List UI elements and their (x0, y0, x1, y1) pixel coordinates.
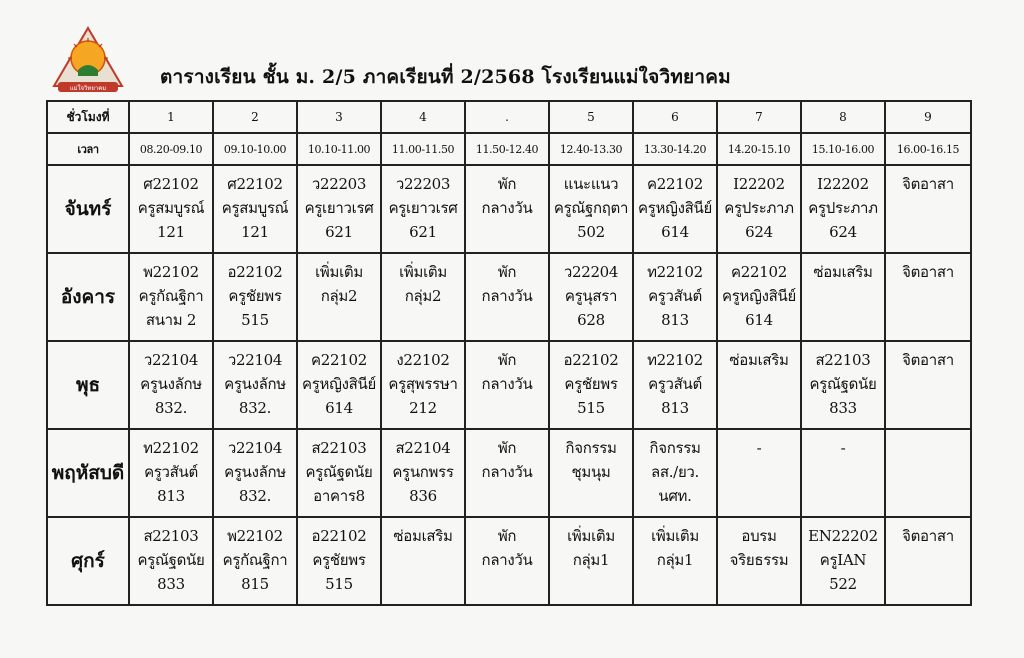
period-number: 1 (129, 101, 213, 133)
cell-line: ชุมนุม (571, 463, 611, 481)
cell-line: แนะแนว (563, 175, 619, 193)
cell-line: ครูนกพรร (392, 463, 454, 481)
schedule-cell (297, 429, 381, 517)
cell-line: อาคาร8 (313, 487, 365, 505)
cell-line: ลส./ยว. (650, 463, 700, 481)
cell-line: I22202 (733, 175, 785, 193)
cell-line: 515 (241, 311, 269, 329)
cell-line: ซ่อมเสริม (813, 263, 873, 281)
cell-line: ครูนงลักษ (224, 375, 286, 393)
cell-line: 832. (238, 487, 272, 505)
cell-line: ครูหญิงสินีย์ (302, 375, 376, 393)
schedule-cell (717, 165, 801, 253)
cell-line: กลางวัน (481, 199, 533, 217)
schedule-cell (801, 429, 885, 517)
cell-line: ครูหญิงสินีย์ (722, 287, 796, 305)
schedule-cell (129, 165, 213, 253)
time-slot: 08.20-09.10 (129, 133, 213, 165)
cell-line: 502 (577, 223, 605, 241)
schedule-cell (213, 165, 297, 253)
cell-line: ว22104 (143, 351, 199, 369)
table-row (47, 253, 971, 341)
cell-line: จิตอาสา (902, 527, 954, 545)
time-slot: 15.10-16.00 (801, 133, 885, 165)
cell-line: ท22102 (647, 351, 703, 369)
cell-line: กลุ่ม2 (320, 287, 358, 305)
schedule-cell (213, 341, 297, 429)
cell-line: 833 (157, 575, 185, 593)
cell-line: จิตอาสา (902, 351, 954, 369)
cell-line: ศ22102 (143, 175, 199, 193)
cell-line: กลางวัน (481, 287, 533, 305)
cell-line: 832. (238, 399, 272, 417)
cell-line: เพิ่มเติม (567, 527, 615, 545)
cell-line: ส22104 (395, 439, 451, 457)
period-number: 2 (213, 101, 297, 133)
schedule-cell (129, 429, 213, 517)
period-number: . (465, 101, 549, 133)
schedule-cell (465, 429, 549, 517)
period-number: 3 (297, 101, 381, 133)
cell-line: นศท. (658, 487, 692, 505)
time-slot: 10.10-11.00 (297, 133, 381, 165)
cell-line: กลางวัน (481, 375, 533, 393)
cell-line: ว22203 (311, 175, 367, 193)
schedule-cell (801, 253, 885, 341)
schedule-cell (381, 165, 465, 253)
cell-line: สนาม 2 (145, 311, 197, 329)
schedule-cell (549, 253, 633, 341)
schedule-cell (633, 517, 717, 605)
schedule-cell (885, 165, 971, 253)
cell-line: อบรม (741, 527, 777, 545)
table-row (47, 429, 971, 517)
schedule-cell (213, 429, 297, 517)
cell-line: ครูวสันต์ (648, 375, 702, 393)
cell-line: ครูกัณฐิกา (138, 287, 204, 305)
schedule-cell (549, 517, 633, 605)
cell-line: ศ22102 (227, 175, 283, 193)
cell-line: ส22103 (815, 351, 871, 369)
cell-line: ครูนุสรา (564, 287, 618, 305)
schedule-cell (885, 341, 971, 429)
cell-line: - (756, 439, 762, 457)
schedule-cell (381, 429, 465, 517)
schedule-cell (633, 341, 717, 429)
schedule-cell (885, 517, 971, 605)
cell-line: ซ่อมเสริม (393, 527, 453, 545)
cell-line: ครูนงลักษ (140, 375, 202, 393)
cell-line: EN22202 (808, 527, 878, 545)
time-label: เวลา (47, 133, 129, 165)
cell-line: กลุ่ม1 (656, 551, 694, 569)
cell-line: พัก (497, 439, 517, 457)
time-slot: 16.00-16.15 (885, 133, 971, 165)
cell-line: พัก (497, 351, 517, 369)
day-name: พุธ (47, 341, 129, 429)
schedule-cell (633, 165, 717, 253)
schedule-cell (717, 517, 801, 605)
schedule-cell (381, 341, 465, 429)
period-number: 7 (717, 101, 801, 133)
cell-line: 813 (661, 311, 689, 329)
cell-line: 515 (577, 399, 605, 417)
cell-line: 614 (325, 399, 353, 417)
schedule-cell (297, 517, 381, 605)
cell-line: ครูประภาภ (808, 199, 878, 217)
cell-line: 121 (157, 223, 185, 241)
cell-line: พ22102 (143, 263, 199, 281)
cell-line: กิจกรรม (649, 439, 701, 457)
page-title: ตารางเรียน ชั้น ม. 2/5 ภาคเรียนที่ 2/2568 โรงเรียนแม่ใจวิทยาคม (160, 66, 731, 88)
period-number: 8 (801, 101, 885, 133)
cell-line: จิตอาสา (902, 263, 954, 281)
schedule-cell (885, 429, 971, 517)
schedule-cell (465, 165, 549, 253)
cell-line: ครูชัยพร (228, 287, 282, 305)
time-slot: 11.50-12.40 (465, 133, 549, 165)
period-number: 4 (381, 101, 465, 133)
schedule-cell (381, 517, 465, 605)
cell-line: ท22102 (647, 263, 703, 281)
cell-line: - (840, 439, 846, 457)
cell-line: 833 (829, 399, 857, 417)
cell-line: ง22102 (396, 351, 450, 369)
cell-line: พัก (497, 527, 517, 545)
period-label: ชั่วโมงที่ (47, 101, 129, 133)
cell-line: ครูณัฐกฤตา (553, 199, 629, 217)
cell-line: อ22102 (311, 527, 367, 545)
table-row (47, 165, 971, 253)
schedule-cell (297, 253, 381, 341)
cell-line: จริยธรรม (729, 551, 789, 569)
cell-line: 621 (409, 223, 437, 241)
cell-line: 624 (829, 223, 857, 241)
cell-line: กลุ่ม1 (572, 551, 610, 569)
day-name: พฤหัสบดี (47, 429, 129, 517)
cell-line: 832. (154, 399, 188, 417)
cell-line: 815 (241, 575, 269, 593)
schedule-cell (549, 341, 633, 429)
cell-line: กลางวัน (481, 463, 533, 481)
cell-line: ครูIAN (819, 551, 867, 569)
logo-text: แม่ใจวิทยาคม (69, 85, 107, 92)
cell-line: ครูณัฐดนัย (809, 375, 877, 393)
time-slot: 12.40-13.30 (549, 133, 633, 165)
schedule-cell (885, 253, 971, 341)
cell-line: 121 (241, 223, 269, 241)
cell-line: กลางวัน (481, 551, 533, 569)
cell-line: ว22104 (227, 439, 283, 457)
cell-line: ค22102 (647, 175, 703, 193)
table-row (47, 517, 971, 605)
cell-line: 624 (745, 223, 773, 241)
cell-line: ครูสมบูรณ์ (137, 199, 205, 217)
cell-line: จิตอาสา (902, 175, 954, 193)
cell-line: ค22102 (731, 263, 787, 281)
cell-line: ครูเยาวเรศ (304, 199, 374, 217)
cell-line: 813 (157, 487, 185, 505)
cell-line: ครูสมบูรณ์ (221, 199, 289, 217)
schedule-cell (213, 253, 297, 341)
time-slot: 09.10-10.00 (213, 133, 297, 165)
cell-line: ครูชัยพร (564, 375, 618, 393)
schedule-cell (549, 429, 633, 517)
day-name: อังคาร (47, 253, 129, 341)
cell-line: ครูกัณฐิกา (222, 551, 288, 569)
schedule-cell (381, 253, 465, 341)
cell-line: 628 (577, 311, 605, 329)
schedule-cell (549, 165, 633, 253)
schedule-cell (465, 341, 549, 429)
cell-line: กลุ่ม2 (404, 287, 442, 305)
cell-line: 813 (661, 399, 689, 417)
cell-line: 621 (325, 223, 353, 241)
schedule-cell (465, 253, 549, 341)
period-number: 5 (549, 101, 633, 133)
cell-line: 614 (745, 311, 773, 329)
cell-line: ว22203 (395, 175, 451, 193)
schedule-cell (801, 165, 885, 253)
cell-line: 614 (661, 223, 689, 241)
cell-line: ว22204 (563, 263, 619, 281)
cell-line: อ22102 (563, 351, 619, 369)
cell-line: ครูชัยพร (312, 551, 366, 569)
time-slot: 11.00-11.50 (381, 133, 465, 165)
cell-line: พัก (497, 263, 517, 281)
cell-line: อ22102 (227, 263, 283, 281)
cell-line: ว22104 (227, 351, 283, 369)
schedule-cell (717, 429, 801, 517)
schedule-cell (129, 517, 213, 605)
schedule-cell (801, 341, 885, 429)
cell-line: ครูประภาภ (724, 199, 794, 217)
schedule-cell (213, 517, 297, 605)
schedule-cell (717, 253, 801, 341)
cell-line: ส22103 (143, 527, 199, 545)
day-name: ศุกร์ (47, 517, 129, 605)
cell-line: เพิ่มเติม (315, 263, 363, 281)
schedule-cell (633, 429, 717, 517)
cell-line: ครูสุพรรษา (388, 375, 458, 393)
schedule-cell (297, 165, 381, 253)
cell-line: เพิ่มเติม (651, 527, 699, 545)
cell-line: ค22102 (311, 351, 367, 369)
cell-line: ส22103 (311, 439, 367, 457)
schedule-cell (717, 341, 801, 429)
cell-line: 212 (409, 399, 437, 417)
day-name: จันทร์ (47, 165, 129, 253)
cell-line: ครูวสันต์ (144, 463, 198, 481)
cell-line: I22202 (817, 175, 869, 193)
table-row (47, 341, 971, 429)
cell-line: ครูณัฐดนัย (137, 551, 205, 569)
period-number: 6 (633, 101, 717, 133)
cell-line: 522 (829, 575, 857, 593)
cell-line: พัก (497, 175, 517, 193)
schedule-cell (801, 517, 885, 605)
cell-line: ครูนงลักษ (224, 463, 286, 481)
period-number: 9 (885, 101, 971, 133)
schedule-cell (633, 253, 717, 341)
time-slot: 13.30-14.20 (633, 133, 717, 165)
cell-line: 836 (409, 487, 437, 505)
cell-line: 515 (325, 575, 353, 593)
schedule-cell (129, 253, 213, 341)
timetable (46, 100, 972, 606)
cell-line: พ22102 (227, 527, 283, 545)
cell-line: ครูณัฐดนัย (305, 463, 373, 481)
schedule-cell (465, 517, 549, 605)
cell-line: เพิ่มเติม (399, 263, 447, 281)
cell-line: ครูเยาวเรศ (388, 199, 458, 217)
cell-line: ครูหญิงสินีย์ (638, 199, 712, 217)
time-slot: 14.20-15.10 (717, 133, 801, 165)
schedule-cell (129, 341, 213, 429)
cell-line: ซ่อมเสริม (729, 351, 789, 369)
cell-line: กิจกรรม (565, 439, 617, 457)
cell-line: ครูวสันต์ (648, 287, 702, 305)
school-logo-icon (52, 26, 124, 96)
cell-line: ท22102 (143, 439, 199, 457)
schedule-cell (297, 341, 381, 429)
